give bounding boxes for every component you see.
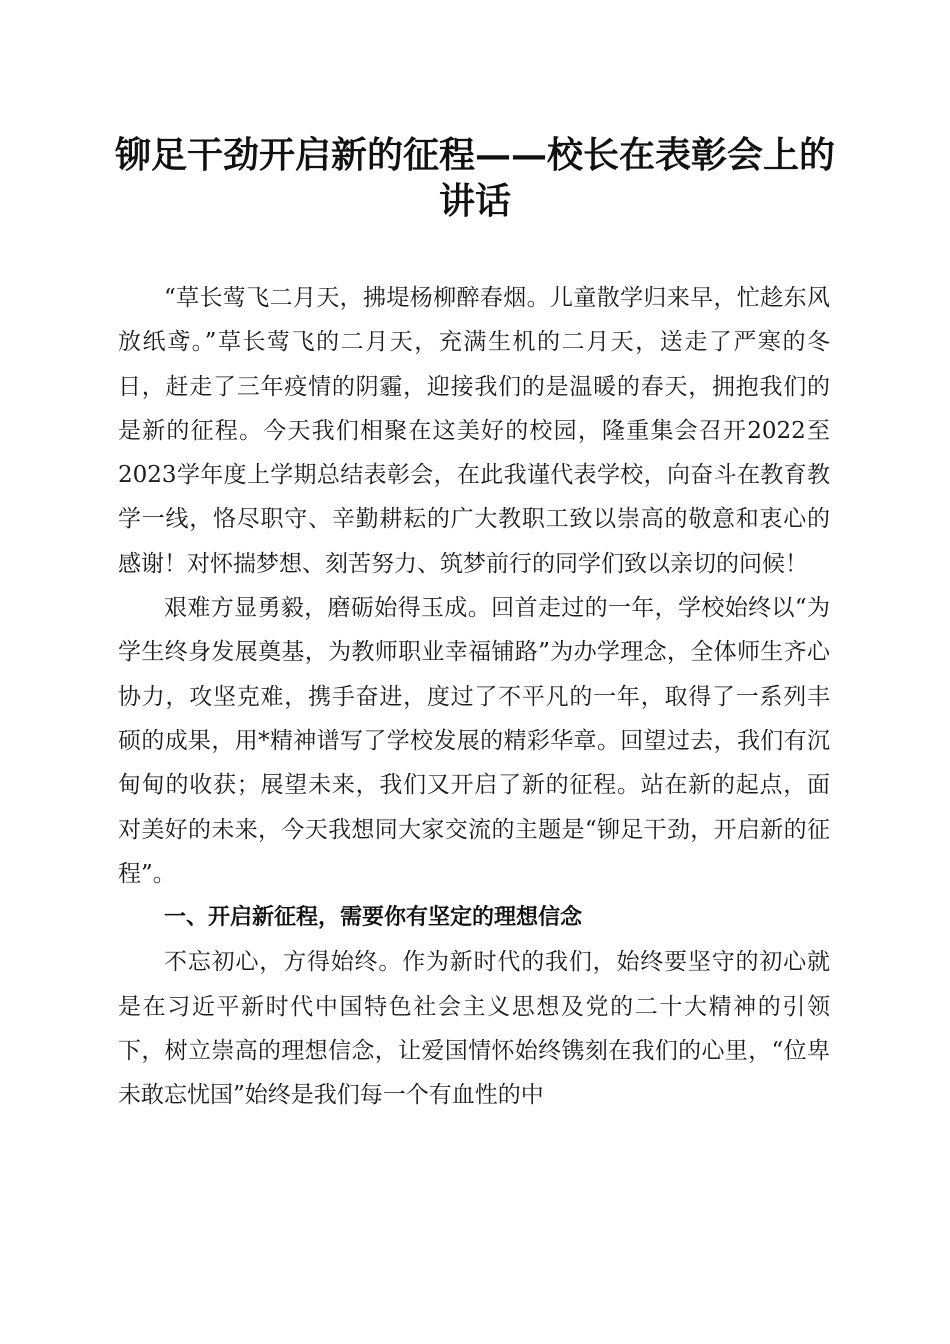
paragraph-section-one: 不忘初心，方得始终。作为新时代的我们，始终要坚守的初心就是在习近平新时代中国特色社会主义思想及党的二十大精神的引领下，树立崇高的理想信念，让爱国情怀始终镌刻在我们的心里，“位卑未敢忘忧国”始终是我们每一个有血性的中: [118, 949, 830, 1109]
paragraph-intro: “草长莺飞二月天，拂堤杨柳醉春烟。儿童散学归来早，忙趁东风放纸鸢。”草长莺飞的二月天，充满生机的二月天，送走了严寒的冬日，赶走了三年疫情的阴霾，迎接我们的是温暖的春天，拥抱我们的是新的征程。今天我们相聚在这美好的校园，隆重集会召开2022至2023学年度上学期总结表彰会，在此我谨代表学校，向奋斗在教育教学一线，恪尽职守、辛勤耕耘的广大教职工致以崇高的敬意和衷心的感谢！对怀揣梦想、刻苦努力、筑梦前行的同学们致以亲切的问候！: [118, 285, 830, 577]
document-body: [118, 276, 830, 1118]
section-heading: 一、开启新征程，需要你有坚定的理想信念: [164, 905, 583, 931]
paragraph-review: 艰难方显勇毅，磨砺始得玉成。回首走过的一年，学校始终以“为学生终身发展奠基，为教师职业幸福铺路”为办学理念，全体师生齐心协力，攻坚克难，携手奋进，度过了不平凡的一年，取得了一系列丰硕的成果，用*精神谱写了学校发展的精彩华章。回望过去，我们有沉甸甸的收获；展望未来，我们又开启了新的征程。站在新的起点，面对美好的未来，今天我想同大家交流的主题是“铆足干劲，开启新的征程”。: [118, 595, 830, 887]
document-title: 铆足干劲开启新的征程——校长在表彰会上的讲话: [114, 134, 835, 222]
